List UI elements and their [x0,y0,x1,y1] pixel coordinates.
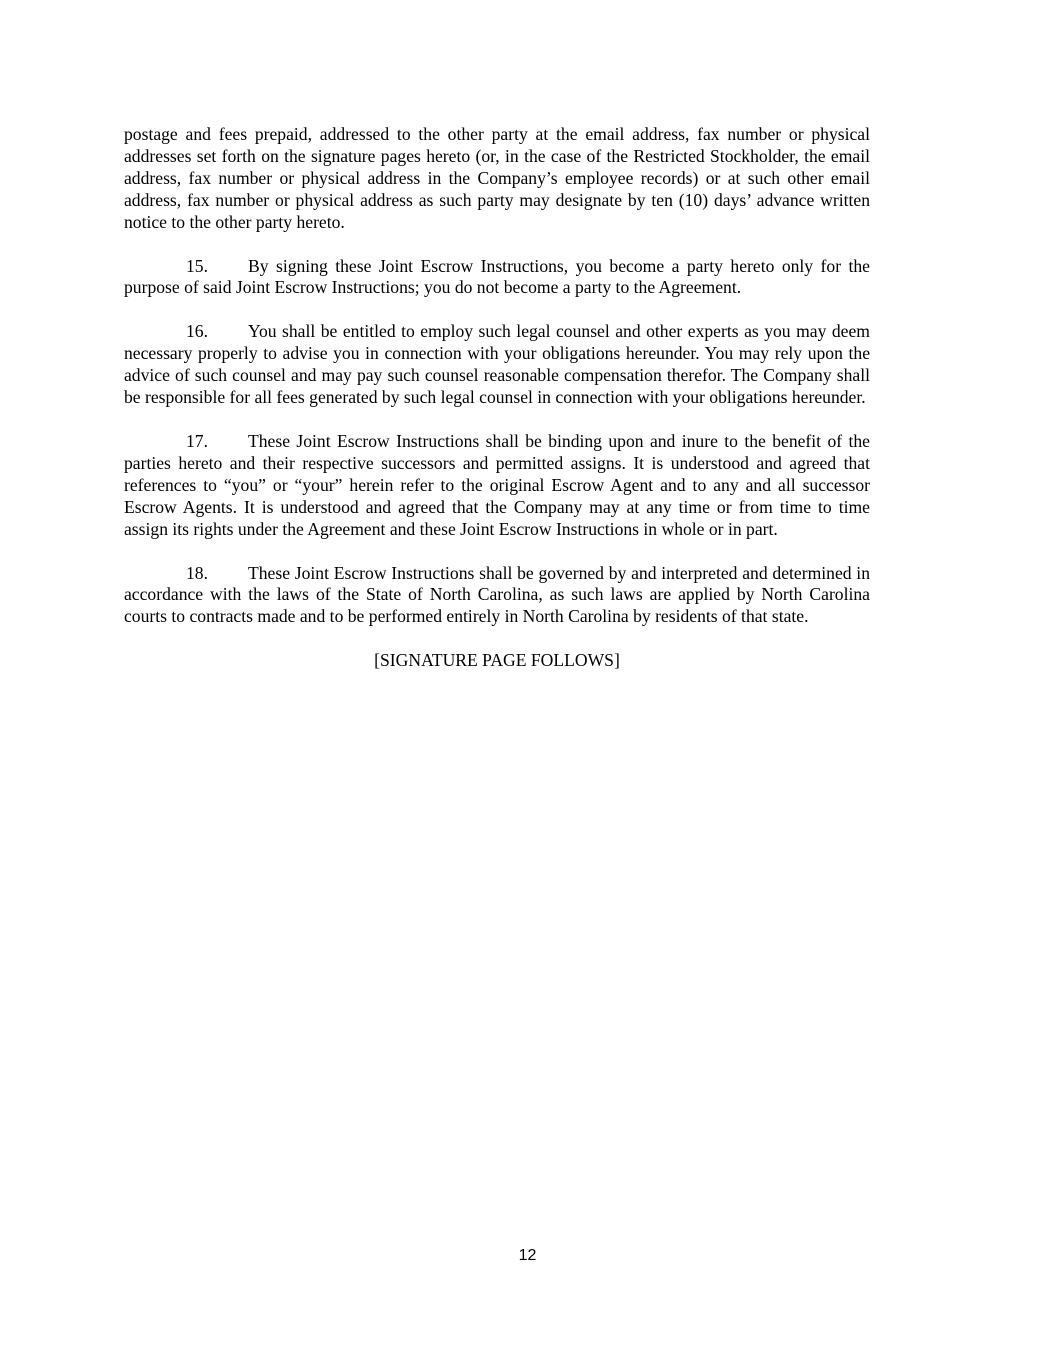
paragraph-18 [124,563,870,629]
paragraph-text: These Joint Escrow Instructions shall be governed by and interpreted and determined in accordance with the laws of the State of North Carolina, as such laws are applied by North Carolina courts to contracts made and to be performed entirely in North Carolina by residents of that state. [124,562,870,627]
document-page [124,124,870,672]
paragraph-text: These Joint Escrow Instructions shall be binding upon and inure to the benefit of the parties hereto and their respective successors and permitted assigns. It is understood and agreed that references to “you” or “your” herein refer to the original Escrow Agent and to any and all successor Escrow Agents. It is understood and agreed that the Company may at any time or from time to time assign its rights under the Agreement and these Joint Escrow Instructions in whole or in part. [124,430,870,539]
paragraph-15 [124,256,870,300]
paragraph-text: postage and fees prepaid, addressed to the other party at the email address, fax number or physical addresses set forth on the signature pages hereto (or, in the case of the Restricted Stockholder, the email address, fax number or physical address in the Company’s employee records) or at such other email address, fax number or physical address as such party may designate by ten (10) days’ advance written notice to the other party hereto. [124,124,870,232]
paragraph-text: You shall be entitled to employ such legal counsel and other experts as you may deem necessary properly to advise you in connection with your obligations hereunder. You may rely upon the advice of such counsel and may pay such counsel reasonable compensation therefor. The Company shall be responsible for all fees generated by such legal counsel in connection with your obligations hereunder. [124,321,870,408]
paragraph-number: 18. [186,562,208,583]
page-number: 12 [518,1247,537,1264]
paragraph-number: 16. [186,321,208,342]
paragraph-16 [124,321,870,409]
paragraph-number: 15. [186,255,208,276]
paragraph-17 [124,431,870,541]
paragraph-text: By signing these Joint Escrow Instructions, you become a party hereto only for the purpose of said Joint Escrow Instructions; you do not become a party to the Agreement. [124,255,870,298]
signature-page-notice [124,650,870,672]
signature-notice-text: [SIGNATURE PAGE FOLLOWS] [374,650,620,671]
paragraph-number: 17. [186,430,208,451]
paragraph-continued [124,124,870,234]
